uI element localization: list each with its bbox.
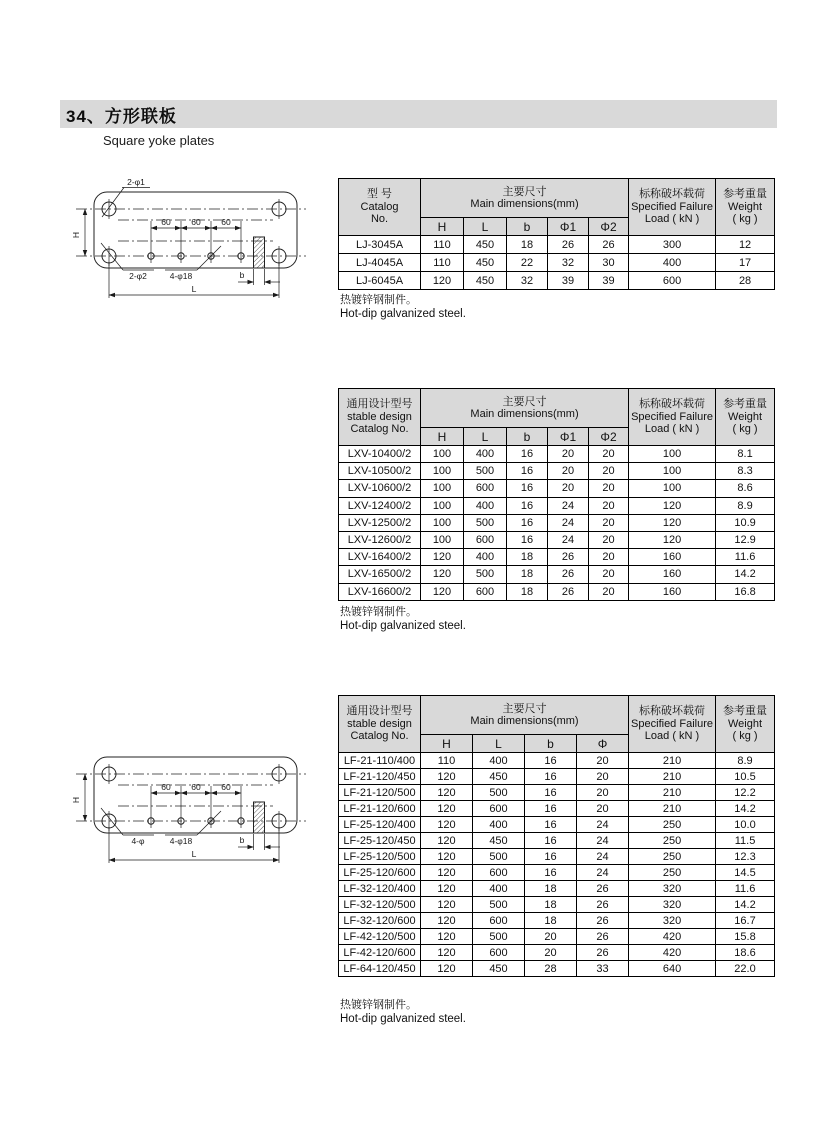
value-cell: 20 [525, 929, 577, 945]
col-header-dim-φ: Φ [577, 735, 629, 753]
value-cell: 250 [629, 833, 716, 849]
table-row [339, 913, 775, 929]
table-row [339, 497, 775, 514]
value-cell: 12.3 [716, 849, 775, 865]
value-cell: 120 [421, 549, 464, 566]
value-cell: 110 [421, 753, 473, 769]
col-header-dim-h: H [421, 735, 473, 753]
table-row [339, 929, 775, 945]
value-cell: 12.9 [716, 531, 775, 548]
table-row [339, 753, 775, 769]
value-cell: 300 [629, 236, 716, 254]
value-cell: 20 [589, 531, 629, 548]
dim-label-H: H [71, 796, 81, 804]
table-row [339, 769, 775, 785]
value-cell: 16.7 [716, 913, 775, 929]
value-cell: 400 [464, 497, 507, 514]
value-cell: 20 [589, 497, 629, 514]
value-cell: 20 [577, 753, 629, 769]
value-cell: 250 [629, 849, 716, 865]
value-cell: 450 [464, 254, 507, 272]
value-cell: 100 [629, 463, 716, 480]
col-header-catalog-no: 通用设计型号 stable design Catalog No. [339, 696, 421, 753]
value-cell: 120 [421, 897, 473, 913]
table-row [339, 897, 775, 913]
value-cell: 24 [577, 833, 629, 849]
table-row [339, 817, 775, 833]
catalog-no-cell: LF-21-120/450 [339, 769, 421, 785]
value-cell: 18 [507, 566, 548, 583]
value-cell: 26 [548, 566, 589, 583]
value-cell: 600 [464, 583, 507, 600]
value-cell: 450 [473, 961, 525, 977]
dim-label-b: b [239, 270, 245, 280]
value-cell: 24 [577, 817, 629, 833]
lj-series-table [338, 178, 775, 290]
dim-label-L: L [191, 284, 197, 294]
col-header-dim-b: b [507, 218, 548, 236]
value-cell: 100 [629, 446, 716, 463]
value-cell: 120 [421, 801, 473, 817]
catalog-no-cell: LF-21-120/600 [339, 801, 421, 817]
value-cell: 600 [473, 865, 525, 881]
value-cell: 120 [421, 272, 464, 290]
material-note-cn: 热镀锌钢制件。 [340, 606, 417, 618]
value-cell: 160 [629, 583, 716, 600]
catalog-no-cell: LF-21-120/500 [339, 785, 421, 801]
value-cell: 26 [577, 929, 629, 945]
value-cell: 18 [525, 881, 577, 897]
value-cell: 10.0 [716, 817, 775, 833]
value-cell: 600 [473, 801, 525, 817]
value-cell: 10.5 [716, 769, 775, 785]
value-cell: 600 [464, 480, 507, 497]
col-header-weight: 参考重量 Weight ( kg ) [716, 179, 775, 236]
value-cell: 400 [464, 446, 507, 463]
callout-top-holes: 2-φ1 [127, 177, 145, 187]
value-cell: 500 [464, 514, 507, 531]
value-cell: 100 [421, 480, 464, 497]
value-cell: 100 [629, 480, 716, 497]
value-cell: 16 [525, 865, 577, 881]
technical-drawing-svg [70, 165, 310, 305]
material-note [340, 999, 466, 1026]
col-header-weight: 参考重量 Weight ( kg ) [716, 696, 775, 753]
value-cell: 16 [507, 497, 548, 514]
col-header-dim-φ2: Φ2 [589, 428, 629, 446]
dim-label-L: L [191, 849, 197, 859]
value-cell: 250 [629, 817, 716, 833]
value-cell: 100 [421, 463, 464, 480]
value-cell: 14.2 [716, 897, 775, 913]
col-header-dim-φ2: Φ2 [589, 218, 629, 236]
catalog-no-cell: LJ-4045A [339, 254, 421, 272]
table-row [339, 865, 775, 881]
col-header-dim-l: L [464, 218, 507, 236]
value-cell: 500 [464, 463, 507, 480]
value-cell: 20 [577, 769, 629, 785]
table-row [339, 272, 775, 290]
value-cell: 26 [577, 913, 629, 929]
col-header-main-dimensions: 主要尺寸 Main dimensions(mm) [421, 179, 629, 218]
value-cell: 120 [421, 583, 464, 600]
value-cell: 33 [577, 961, 629, 977]
dim-label-60: 60 [221, 217, 231, 227]
catalog-no-cell: LXV-10600/2 [339, 480, 421, 497]
value-cell: 16 [525, 769, 577, 785]
section-title-bar [60, 100, 777, 128]
value-cell: 8.1 [716, 446, 775, 463]
callout-small-holes: 4-φ18 [169, 836, 193, 846]
value-cell: 120 [421, 865, 473, 881]
value-cell: 30 [589, 254, 629, 272]
plate-outline [94, 192, 297, 268]
col-header-dim-l: L [464, 428, 507, 446]
table-row [339, 785, 775, 801]
catalog-no-cell: LF-32-120/400 [339, 881, 421, 897]
dim-label-b: b [239, 835, 245, 845]
value-cell: 12 [716, 236, 775, 254]
value-cell: 210 [629, 801, 716, 817]
col-header-failure-load: 标称破坏载荷 Specified Failure Load ( kN ) [629, 179, 716, 236]
value-cell: 210 [629, 769, 716, 785]
value-cell: 26 [577, 897, 629, 913]
value-cell: 8.9 [716, 497, 775, 514]
dim-label-60: 60 [191, 217, 201, 227]
value-cell: 20 [589, 446, 629, 463]
col-header-dim-h: H [421, 218, 464, 236]
value-cell: 11.6 [716, 881, 775, 897]
value-cell: 18.6 [716, 945, 775, 961]
value-cell: 20 [589, 566, 629, 583]
value-cell: 120 [629, 497, 716, 514]
value-cell: 16 [507, 531, 548, 548]
value-cell: 120 [421, 849, 473, 865]
table-row [339, 531, 775, 548]
value-cell: 8.3 [716, 463, 775, 480]
value-cell: 20 [589, 583, 629, 600]
value-cell: 16 [507, 463, 548, 480]
col-header-catalog-no: 型 号 Catalog No. [339, 179, 421, 236]
table-row [339, 945, 775, 961]
table-row [339, 480, 775, 497]
value-cell: 450 [464, 272, 507, 290]
value-cell: 20 [548, 480, 589, 497]
value-cell: 18 [525, 897, 577, 913]
value-cell: 600 [464, 531, 507, 548]
catalog-no-cell: LF-32-120/500 [339, 897, 421, 913]
value-cell: 320 [629, 913, 716, 929]
dim-label-60: 60 [221, 782, 231, 792]
catalog-no-cell: LF-25-120/400 [339, 817, 421, 833]
value-cell: 120 [629, 531, 716, 548]
value-cell: 600 [473, 945, 525, 961]
value-cell: 600 [473, 913, 525, 929]
value-cell: 16 [507, 446, 548, 463]
table-row [339, 833, 775, 849]
value-cell: 16 [525, 785, 577, 801]
technical-drawing-svg [70, 730, 310, 870]
value-cell: 400 [464, 549, 507, 566]
value-cell: 24 [577, 865, 629, 881]
value-cell: 500 [473, 849, 525, 865]
catalog-no-cell: LF-25-120/600 [339, 865, 421, 881]
value-cell: 32 [548, 254, 589, 272]
value-cell: 320 [629, 881, 716, 897]
value-cell: 210 [629, 753, 716, 769]
value-cell: 24 [548, 531, 589, 548]
value-cell: 160 [629, 566, 716, 583]
value-cell: 500 [464, 566, 507, 583]
value-cell: 8.6 [716, 480, 775, 497]
value-cell: 28 [716, 272, 775, 290]
dim-label-H: H [71, 231, 81, 239]
catalog-no-cell: LF-21-110/400 [339, 753, 421, 769]
value-cell: 20 [589, 480, 629, 497]
yoke-plate-drawing-2 [70, 730, 310, 870]
value-cell: 500 [473, 897, 525, 913]
value-cell: 20 [589, 514, 629, 531]
section-hatch [254, 802, 265, 833]
value-cell: 20 [589, 463, 629, 480]
value-cell: 16 [525, 801, 577, 817]
col-header-dim-l: L [473, 735, 525, 753]
value-cell: 26 [548, 236, 589, 254]
value-cell: 24 [548, 497, 589, 514]
table-row [339, 254, 775, 272]
value-cell: 14.2 [716, 566, 775, 583]
value-cell: 160 [629, 549, 716, 566]
table-row [339, 583, 775, 600]
value-cell: 16 [525, 833, 577, 849]
catalog-no-cell: LF-64-120/450 [339, 961, 421, 977]
value-cell: 120 [421, 945, 473, 961]
col-header-dim-h: H [421, 428, 464, 446]
table-row [339, 236, 775, 254]
value-cell: 39 [548, 272, 589, 290]
catalog-no-cell: LXV-12600/2 [339, 531, 421, 548]
col-header-dim-b: b [525, 735, 577, 753]
value-cell: 24 [548, 514, 589, 531]
value-cell: 120 [421, 566, 464, 583]
value-cell: 420 [629, 945, 716, 961]
value-cell: 39 [589, 272, 629, 290]
col-header-dim-b: b [507, 428, 548, 446]
table-row [339, 881, 775, 897]
value-cell: 26 [577, 881, 629, 897]
catalog-no-cell: LXV-16500/2 [339, 566, 421, 583]
table-row [339, 549, 775, 566]
yoke-plate-drawing-1 [70, 165, 310, 305]
value-cell: 11.5 [716, 833, 775, 849]
value-cell: 16 [525, 817, 577, 833]
value-cell: 16 [507, 514, 548, 531]
value-cell: 20 [548, 446, 589, 463]
callout-corner-holes: 4-φ [131, 836, 145, 846]
col-header-main-dimensions: 主要尺寸 Main dimensions(mm) [421, 389, 629, 428]
catalog-no-cell: LXV-12400/2 [339, 497, 421, 514]
value-cell: 450 [473, 833, 525, 849]
value-cell: 22 [507, 254, 548, 272]
value-cell: 15.8 [716, 929, 775, 945]
value-cell: 100 [421, 446, 464, 463]
value-cell: 28 [525, 961, 577, 977]
value-cell: 500 [473, 785, 525, 801]
value-cell: 120 [421, 881, 473, 897]
material-note-en: Hot-dip galvanized steel. [340, 307, 466, 320]
col-header-failure-load: 标称破坏载荷 Specified Failure Load ( kN ) [629, 389, 716, 446]
section-hatch [254, 237, 265, 268]
catalog-no-cell: LXV-12500/2 [339, 514, 421, 531]
value-cell: 16.8 [716, 583, 775, 600]
value-cell: 20 [577, 785, 629, 801]
value-cell: 10.9 [716, 514, 775, 531]
value-cell: 18 [525, 913, 577, 929]
value-cell: 100 [421, 531, 464, 548]
callout-bottom-corner-holes: 2-φ2 [129, 271, 147, 281]
callout-small-holes: 4-φ18 [169, 271, 193, 281]
value-cell: 20 [548, 463, 589, 480]
value-cell: 26 [589, 236, 629, 254]
catalog-no-cell: LJ-6045A [339, 272, 421, 290]
value-cell: 17 [716, 254, 775, 272]
value-cell: 20 [589, 549, 629, 566]
value-cell: 320 [629, 897, 716, 913]
value-cell: 22.0 [716, 961, 775, 977]
catalog-no-cell: LF-42-120/600 [339, 945, 421, 961]
catalog-no-cell: LF-25-120/450 [339, 833, 421, 849]
material-note-cn: 热镀锌钢制件。 [340, 999, 417, 1011]
catalog-no-cell: LXV-16400/2 [339, 549, 421, 566]
value-cell: 600 [629, 272, 716, 290]
plate-outline [94, 757, 297, 833]
value-cell: 120 [421, 769, 473, 785]
table-row [339, 566, 775, 583]
value-cell: 120 [421, 961, 473, 977]
value-cell: 18 [507, 549, 548, 566]
catalog-no-cell: LF-25-120/500 [339, 849, 421, 865]
col-header-main-dimensions: 主要尺寸 Main dimensions(mm) [421, 696, 629, 735]
value-cell: 120 [629, 514, 716, 531]
value-cell: 120 [421, 833, 473, 849]
value-cell: 420 [629, 929, 716, 945]
value-cell: 120 [421, 929, 473, 945]
section-subtitle: Square yoke plates [103, 133, 215, 148]
value-cell: 16 [525, 753, 577, 769]
material-note [340, 606, 466, 633]
value-cell: 250 [629, 865, 716, 881]
table-row [339, 801, 775, 817]
table-row [339, 514, 775, 531]
value-cell: 11.6 [716, 549, 775, 566]
table-row [339, 463, 775, 480]
table-row [339, 849, 775, 865]
material-note-cn: 热镀锌钢制件。 [340, 294, 417, 306]
value-cell: 18 [507, 236, 548, 254]
value-cell: 8.9 [716, 753, 775, 769]
col-header-failure-load: 标称破坏载荷 Specified Failure Load ( kN ) [629, 696, 716, 753]
value-cell: 100 [421, 497, 464, 514]
catalog-no-cell: LXV-10400/2 [339, 446, 421, 463]
col-header-dim-φ1: Φ1 [548, 218, 589, 236]
section-title: 34、方形联板 [66, 106, 177, 126]
lf-series-table [338, 695, 775, 977]
col-header-dim-φ1: Φ1 [548, 428, 589, 446]
value-cell: 110 [421, 254, 464, 272]
value-cell: 450 [473, 769, 525, 785]
value-cell: 26 [577, 945, 629, 961]
value-cell: 500 [473, 929, 525, 945]
material-note [340, 294, 466, 321]
table-row [339, 446, 775, 463]
dim-label-60: 60 [161, 217, 171, 227]
value-cell: 640 [629, 961, 716, 977]
value-cell: 16 [507, 480, 548, 497]
value-cell: 400 [473, 753, 525, 769]
col-header-catalog-no: 通用设计型号 stable design Catalog No. [339, 389, 421, 446]
value-cell: 400 [473, 881, 525, 897]
value-cell: 400 [473, 817, 525, 833]
value-cell: 18 [507, 583, 548, 600]
value-cell: 26 [548, 549, 589, 566]
value-cell: 14.5 [716, 865, 775, 881]
material-note-en: Hot-dip galvanized steel. [340, 619, 466, 632]
value-cell: 12.2 [716, 785, 775, 801]
value-cell: 400 [629, 254, 716, 272]
table-row [339, 961, 775, 977]
catalog-no-cell: LF-42-120/500 [339, 929, 421, 945]
value-cell: 20 [577, 801, 629, 817]
col-header-weight: 参考重量 Weight ( kg ) [716, 389, 775, 446]
catalog-no-cell: LJ-3045A [339, 236, 421, 254]
value-cell: 26 [548, 583, 589, 600]
material-note-en: Hot-dip galvanized steel. [340, 1012, 466, 1025]
catalog-no-cell: LXV-10500/2 [339, 463, 421, 480]
value-cell: 110 [421, 236, 464, 254]
catalog-no-cell: LF-32-120/600 [339, 913, 421, 929]
lxv-series-table [338, 388, 775, 601]
dim-label-60: 60 [191, 782, 201, 792]
value-cell: 32 [507, 272, 548, 290]
value-cell: 24 [577, 849, 629, 865]
value-cell: 450 [464, 236, 507, 254]
value-cell: 100 [421, 514, 464, 531]
value-cell: 16 [525, 849, 577, 865]
value-cell: 120 [421, 785, 473, 801]
value-cell: 120 [421, 913, 473, 929]
catalog-no-cell: LXV-16600/2 [339, 583, 421, 600]
value-cell: 120 [421, 817, 473, 833]
value-cell: 210 [629, 785, 716, 801]
dim-label-60: 60 [161, 782, 171, 792]
value-cell: 14.2 [716, 801, 775, 817]
value-cell: 20 [525, 945, 577, 961]
